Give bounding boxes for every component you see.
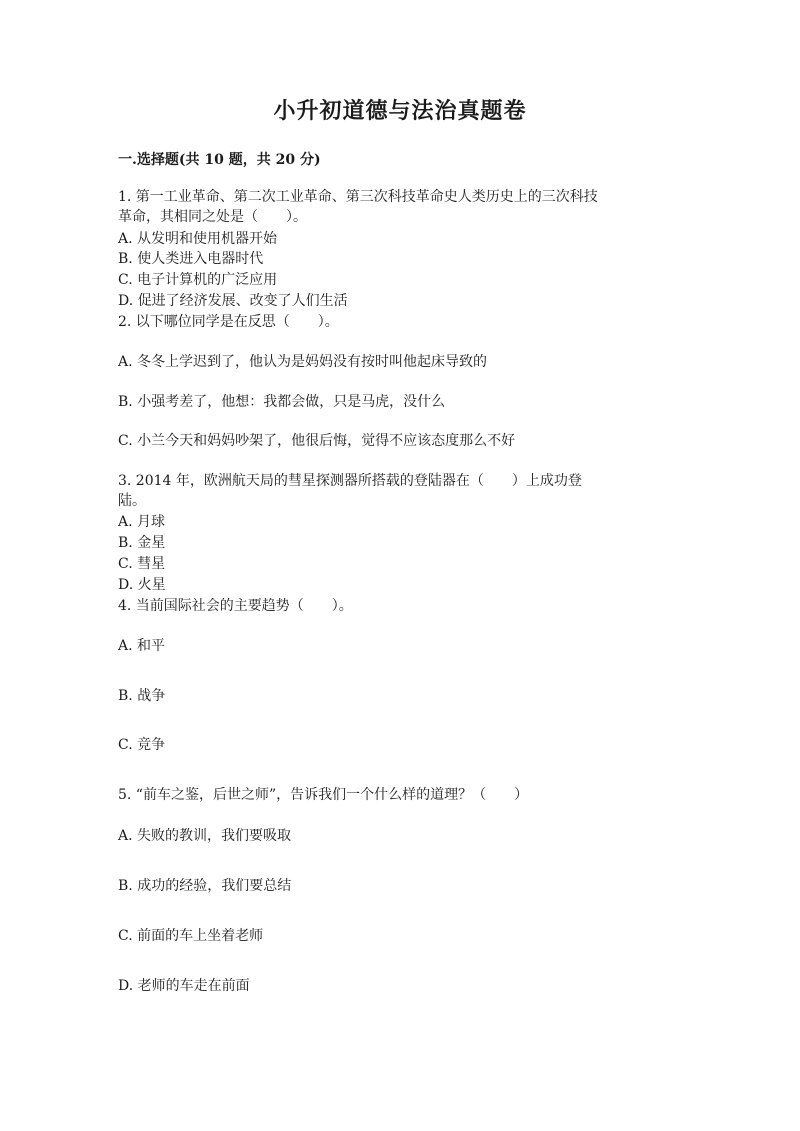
question-2-stem: 2. 以下哪位同学是在反思（ ）。: [118, 314, 339, 330]
question-3-option-d: D. 火星: [118, 577, 166, 593]
question-2-option-a: A. 冬冬上学迟到了，他认为是妈妈没有按时叫他起床导致的: [118, 354, 488, 370]
question-5-stem: 5. “前车之鉴，后世之师”，告诉我们一个什么样的道理？（ ）: [118, 787, 529, 803]
question-3-option-b: B. 金星: [118, 535, 166, 551]
question-3-option-a: A. 月球: [118, 514, 166, 530]
section-heading: 一.选择题(共 10 题，共 20 分): [118, 152, 321, 168]
question-4-option-b: B. 战争: [118, 688, 166, 704]
question-5-option-a: A. 失败的教训，我们要吸取: [118, 828, 292, 844]
question-4-option-a: A. 和平: [118, 638, 166, 654]
question-4-stem: 4. 当前国际社会的主要趋势（ ）。: [118, 598, 353, 614]
question-2-option-c: C. 小兰今天和妈妈吵架了，他很后悔，觉得不应该态度那么不好: [118, 433, 516, 449]
question-1-option-b: B. 使人类进入电器时代: [118, 251, 264, 267]
question-2-option-b: B. 小强考差了，他想：我都会做，只是马虎，没什么: [118, 394, 446, 410]
question-5-option-d: D. 老师的车走在前面: [118, 978, 250, 994]
page-title: 小升初道德与法治真题卷: [273, 98, 527, 124]
question-5-option-b: B. 成功的经验，我们要总结: [118, 878, 292, 894]
question-1-option-a: A. 从发明和使用机器开始: [118, 231, 278, 247]
question-3-stem-line-1: 3. 2014 年，欧洲航天局的彗星探测器所搭载的登陆器在（ ）上成功登: [118, 473, 582, 489]
question-4-option-c: C. 竞争: [118, 737, 166, 753]
question-1-stem-line-1: 1. 第一工业革命、第二次工业革命、第三次科技革命史人类历史上的三次科技: [118, 189, 598, 205]
question-3-option-c: C. 彗星: [118, 556, 166, 572]
question-1-stem-line-2: 革命，其相同之处是（ ）。: [118, 209, 307, 225]
question-5-option-c: C. 前面的车上坐着老师: [118, 928, 264, 944]
question-1-option-d: D. 促进了经济发展、改变了人们生活: [118, 293, 348, 309]
question-3-stem-line-2: 陆。: [118, 493, 146, 509]
question-1-option-c: C. 电子计算机的广泛应用: [118, 272, 278, 288]
